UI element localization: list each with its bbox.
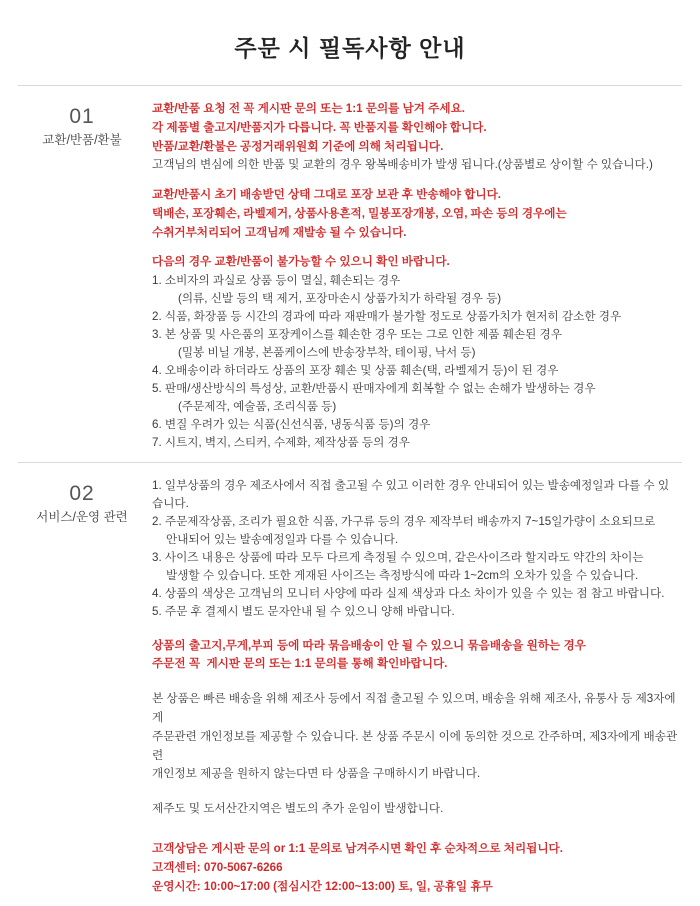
notice-line: 주문관련 개인정보를 제공할 수 있습니다. 본 상품 주문시 이에 동의한 것으로 간주하며, 제3자에게 배송관련 — [152, 729, 678, 762]
notice-line: 교환/반품시 초기 배송받던 상태 그대로 포장 보관 후 반송해야 합니다. — [152, 188, 502, 202]
support-inquiry-line: 고객상담은 게시판 문의 or 1:1 문의로 남겨주시면 확인 후 순차적으로 처리됩니다. — [152, 841, 563, 855]
notice-line: 고객님의 변심에 의한 반품 및 교환의 경우 왕복배송비가 발생 됩니다.(상품별로 상이할 수 있습니다.) — [152, 158, 653, 172]
section-number: 02 — [69, 481, 95, 505]
notice-list-subitem: (의류, 신발 등의 택 제거, 포장마손시 상품가치가 하락될 경우 등) — [178, 292, 502, 306]
notice-line: 택배손, 포장훼손, 라벨제거, 상품사용흔적, 밀봉포장개봉, 오염, 파손 등의 경우에는 — [152, 206, 567, 220]
page-title: 주문 시 필독사항 안내 — [234, 35, 466, 61]
notice-line: 수취거부처리되어 고객님께 재발송 될 수 있습니다. — [152, 225, 407, 239]
notice-list-subitem: 발생할 수 있습니다. 또한 게재된 사이즈는 측정방식에 따라 1~2cm의 오차가 있을 수 있습니다. — [166, 568, 639, 582]
support-phone-line: 고객센터: 070-5067-6266 — [152, 860, 283, 874]
notice-list-item: 3. 사이즈 내용은 상품에 따라 모두 다르게 측정될 수 있으며, 같은사이즈라 할지라도 약간의 차이는 — [152, 550, 644, 564]
notice-list-subitem: 안내되어 있는 발송예정일과 다를 수 있습니다. — [166, 532, 399, 546]
notice-list-subitem: (밀봉 비닐 개봉, 본품케이스에 반송장부착, 테이핑, 낙서 등) — [178, 346, 476, 360]
notice-line: 상품의 출고지,무게,부피 등에 따라 묶음배송이 안 될 수 있으니 묶음배송을 원하는 경우 — [152, 638, 586, 652]
notice-list-item: 1. 일부상품의 경우 제조사에서 직접 출고될 수 있고 이러한 경우 안내되어 있는 발송예정일과 다를 수 있습니다. — [152, 478, 670, 510]
section-01-body — [146, 100, 682, 452]
notice-block — [152, 253, 678, 451]
notice-line: 개인정보 제공을 원하지 않는다면 타 상품을 구매하시기 바랍니다. — [152, 767, 481, 781]
section-number: 01 — [69, 105, 95, 128]
notice-list-item: 3. 본 상품 및 사은품의 포장케이스를 훼손한 경우 또는 그로 인한 제품 훼손된 경우 — [152, 328, 562, 342]
notice-block — [152, 637, 678, 675]
notice-list-item: 7. 시트지, 벽지, 스티커, 수제화, 제작상품 등의 경우 — [152, 435, 410, 449]
notice-block — [152, 690, 678, 784]
section-label: 서비스/운영 관련 — [36, 510, 128, 525]
section-01-heading — [18, 100, 146, 148]
section-label: 교환/반품/환불 — [42, 133, 122, 148]
notice-block — [152, 477, 678, 621]
section-exchange-return-refund — [0, 86, 700, 462]
notice-list-item: 6. 변질 우려가 있는 식품(신선식품, 냉동식품 등)의 경우 — [152, 418, 431, 431]
notice-list-item: 1. 소비자의 과실로 상품 등이 멸실, 훼손되는 경우 — [152, 274, 401, 288]
notice-list-item: 2. 식품, 화장품 등 시간의 경과에 따라 재판매가 불가할 정도로 상품가치가 현저히 감소한 경우 — [152, 310, 622, 324]
notice-line: 주문전 꼭 게시판 문의 또는 1:1 문의를 통해 확인바랍니다. — [152, 657, 448, 671]
notice-list-item: 5. 판매/생산방식의 특성상, 교환/반품시 판매자에게 회복할 수 없는 손해가 발생하는 경우 — [152, 382, 596, 396]
section-02-heading — [18, 477, 146, 525]
notice-block — [152, 186, 678, 242]
notice-list-item: 4. 상품의 색상은 고객님의 모니터 사양에 따라 실제 색상과 다소 차이가 있을 수 있는 점 참고 바랍니다. — [152, 586, 665, 600]
notice-block — [152, 800, 678, 819]
notice-line: 반품/교환/환불은 공정거래위원회 기준에 의해 처리됩니다. — [152, 139, 444, 153]
notice-list-item: 5. 주문 후 결제시 별도 문자안내 될 수 있으니 양해 바랍니다. — [152, 604, 455, 618]
section-service-operations — [0, 463, 700, 906]
support-hours-line: 운영시간: 10:00~17:00 (점심시간 12:00~13:00) 토, 일, 공휴일 휴무 — [152, 879, 493, 893]
notice-line: 제주도 및 도서산간지역은 별도의 추가 운임이 발생합니다. — [152, 802, 444, 816]
section-02-body — [146, 477, 682, 896]
notice-line: 각 제품별 출고지/반품지가 다릅니다. 꼭 반품지를 확인해야 합니다. — [152, 120, 487, 134]
notice-line: 다음의 경우 교환/반품이 불가능할 수 있으니 확인 바랍니다. — [152, 255, 450, 269]
notice-block — [152, 100, 678, 175]
notice-line: 본 상품은 빠른 배송을 위해 제조사 등에서 직접 출고될 수 있으며, 배송을 위해 제조사, 유통사 등 제3자에게 — [152, 692, 676, 725]
notice-line: 교환/반품 요청 전 꼭 게시판 문의 또는 1:1 문의를 남겨 주세요. — [152, 102, 466, 115]
notice-list-item: 4. 오배송이라 하더라도 상품의 포장 훼손 및 상품 훼손(택, 라벨제거 등)이 된 경우 — [152, 364, 559, 378]
notice-list-item: 2. 주문제작상품, 조리가 필요한 식품, 가구류 등의 경우 제작부터 배송까지 7~15일가량이 소요되므로 — [152, 514, 656, 528]
notice-list-subitem: (주문제작, 예술품, 조리식품 등) — [178, 400, 337, 414]
customer-support-block — [152, 840, 678, 896]
